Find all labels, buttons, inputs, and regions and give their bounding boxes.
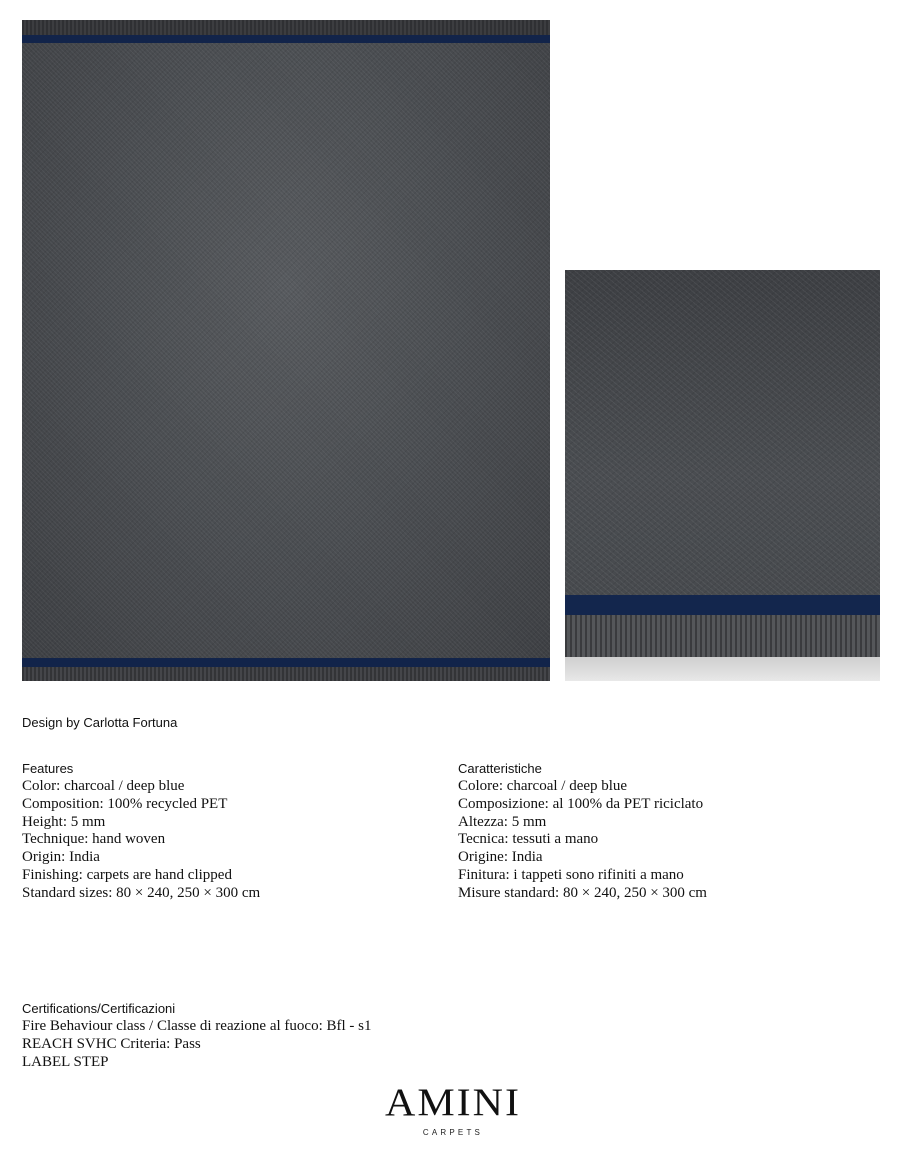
certification-line: REACH SVHC Criteria: Pass — [22, 1035, 201, 1052]
features-en-line: Technique: hand woven — [22, 831, 166, 848]
features-it-line: Altezza: 5 mm — [458, 813, 547, 830]
rug-fringe-bottom — [22, 667, 550, 681]
certification-line: LABEL STEP — [22, 1053, 109, 1070]
features-it-heading: Caratteristiche — [458, 761, 542, 776]
rug-detail-fringe — [565, 615, 880, 657]
rug-main-image — [22, 20, 550, 681]
certifications — [22, 1001, 372, 1071]
features-it-line: Finitura: i tappeti sono rifiniti a mano — [458, 866, 684, 883]
features-en-line: Composition: 100% recycled PET — [22, 795, 228, 812]
logo-subtitle: CARPETS — [422, 1128, 484, 1137]
designer-credit: Design by Carlotta Fortuna — [22, 715, 178, 730]
certification-line: Fire Behaviour class / Classe di reazione al fuoco: Bfl - s1 — [22, 1018, 372, 1034]
certifications-heading: Certifications/Certificazioni — [22, 1001, 176, 1016]
rug-detail-stripe — [565, 595, 880, 615]
rug-stripe-top — [22, 35, 550, 43]
features-it-line: Misure standard: 80 × 240, 250 × 300 cm — [458, 884, 707, 901]
features-en-heading: Features — [22, 761, 74, 776]
features-en-line: Standard sizes: 80 × 240, 250 × 300 cm — [22, 884, 261, 901]
rug-stripe-bottom — [22, 658, 550, 667]
features-en-line: Origin: India — [22, 849, 100, 866]
amini-logo — [353, 1081, 553, 1137]
features-it-line: Colore: charcoal / deep blue — [458, 778, 628, 794]
features-en-line: Height: 5 mm — [22, 813, 106, 830]
logo-wordmark: AMINI — [385, 1081, 521, 1125]
features-it-line: Composizione: al 100% da PET riciclato — [458, 795, 704, 812]
features-en-line: Finishing: carpets are hand clipped — [22, 866, 232, 883]
features-it-line: Origine: India — [458, 849, 543, 866]
features-en — [22, 761, 442, 903]
features-it — [458, 761, 878, 903]
features-it-line: Tecnica: tessuti a mano — [458, 831, 599, 848]
rug-detail-image — [565, 270, 880, 681]
rug-fringe-top — [22, 20, 550, 35]
rug-detail-floor — [565, 657, 880, 681]
features-en-line: Color: charcoal / deep blue — [22, 778, 185, 794]
